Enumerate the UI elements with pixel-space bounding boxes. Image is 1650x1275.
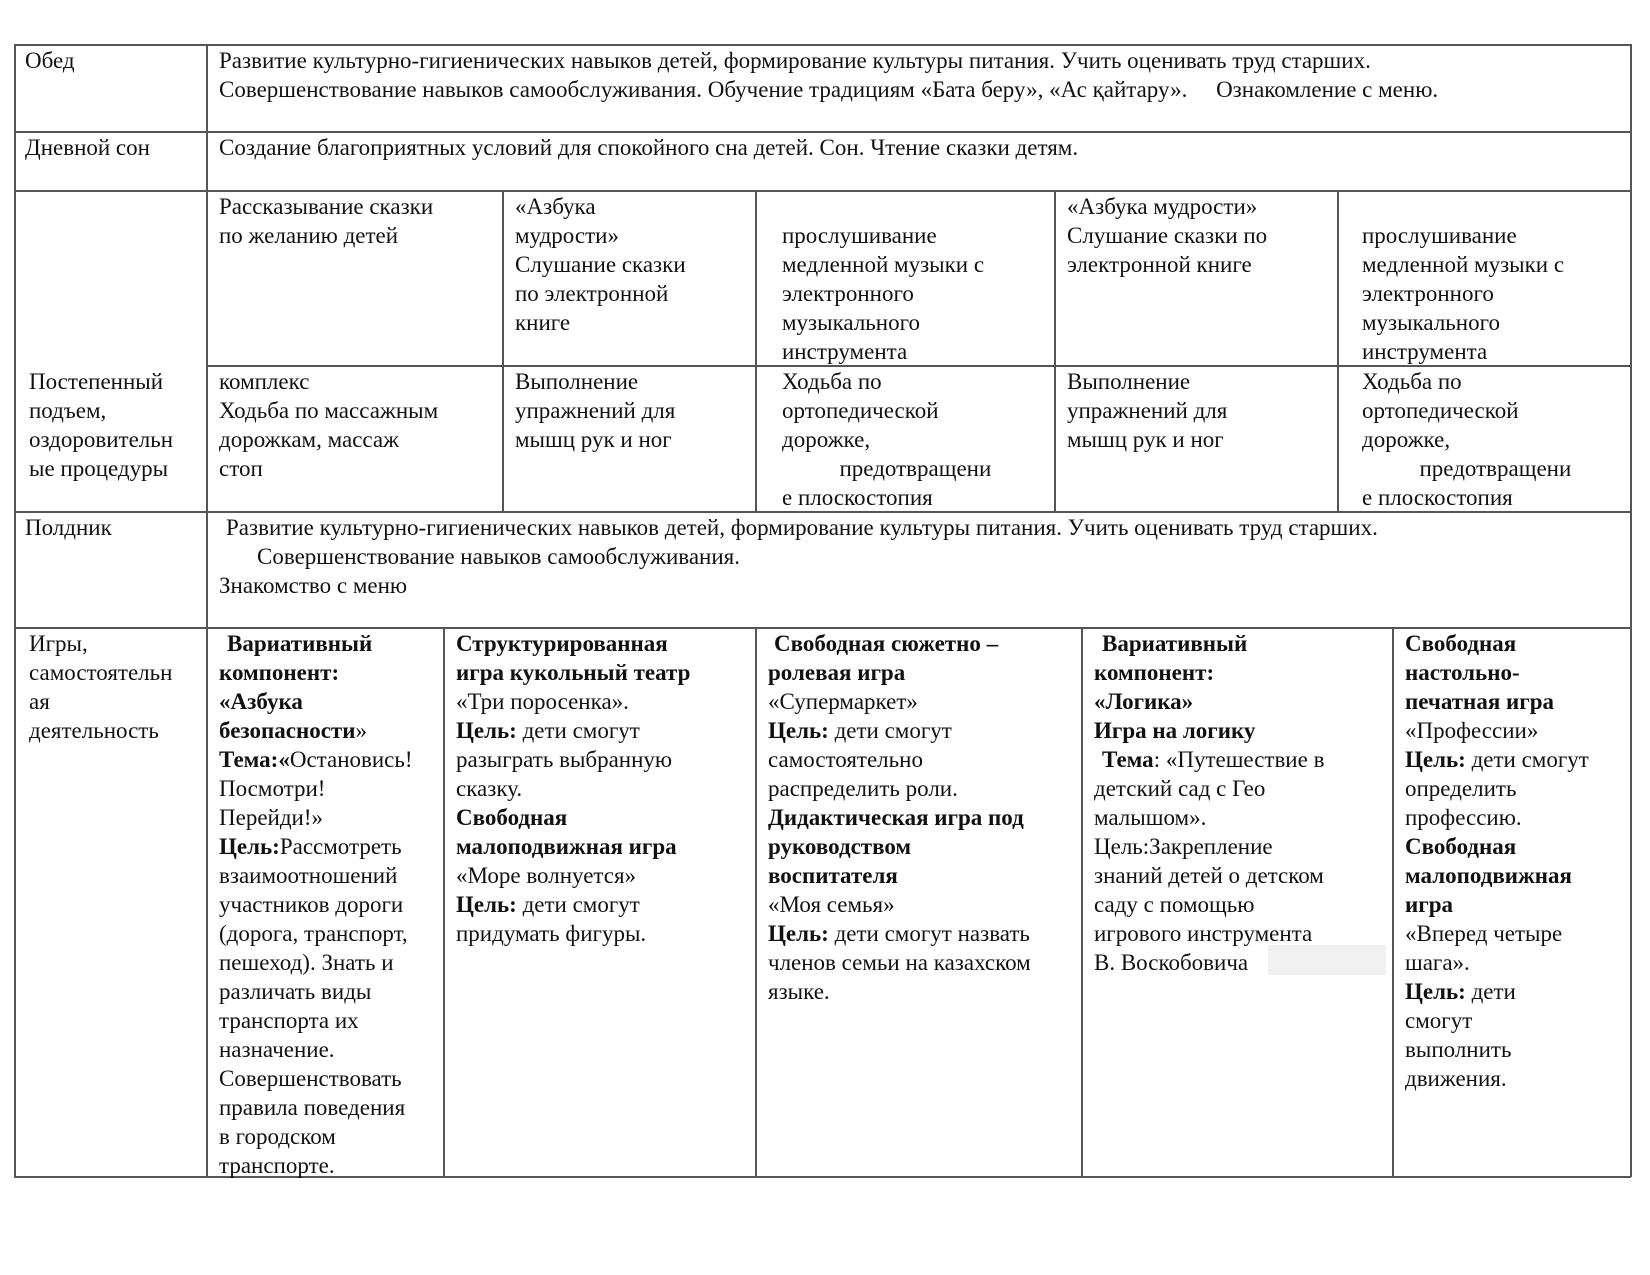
goal-text: дети смогут выполнить движения. — [1405, 979, 1516, 1091]
game-title: «Моя семья» — [768, 892, 895, 917]
games-col-puppet-theatre — [456, 629, 753, 948]
nap-activity-cell: «Азбука мудрости» Слушание сказки по электронной книге — [515, 194, 686, 335]
wakeup-cell: Ходьба по ортопедической дорожке, предотвращени е плоскостопия — [1362, 369, 1572, 510]
goal-label: Цель: — [456, 718, 517, 743]
nap-activity-cell: Рассказывание сказки по желанию детей — [219, 194, 434, 248]
games-col-logic — [1094, 629, 1390, 977]
goal-label: Цель: — [219, 834, 280, 859]
nap-activity-cell: прослушивание медленной музыки с электронного музыкального инструмента — [1362, 223, 1565, 364]
game-title: «Вперед четыре шага». — [1405, 921, 1563, 975]
theme-text: Остановись! Посмотри! Перейди!» — [219, 747, 413, 830]
game-heading: Свободная малоподвижная игра — [456, 805, 677, 859]
game-heading: Вариативный компонент: «Логика» Игра на логику — [1094, 631, 1256, 743]
game-heading: Дидактическая игра под руководством воспитателя — [768, 805, 1024, 888]
goal-label: Цель: — [1405, 747, 1466, 772]
snack-line-3: Знакомство с меню — [219, 573, 408, 598]
row-label-wakeup: Постепенный подъем, оздоровительн ые процедуры — [29, 369, 174, 481]
games-col-board-game — [1405, 629, 1629, 1093]
goal-label: Цель: — [768, 921, 829, 946]
snack-line-1: Развитие культурно-гигиенических навыков детей, формирование культуры питания. Учить оценивать труд старших. — [226, 515, 1378, 540]
row-label-nap: Дневной сон — [25, 135, 150, 160]
game-title: «Море волнуется» — [456, 863, 637, 888]
lunch-description: Развитие культурно-гигиенических навыков детей, формирование культуры питания. Учить оценивать труд старших. Совершенствование навыков самообслуживания. Обучение традициям «Бата беру», «Ас қайтару». Ознакомление с меню. — [219, 48, 1439, 102]
theme-label: Тема:« — [219, 747, 290, 772]
row-label-snack: Полдник — [25, 515, 112, 540]
games-col-safety — [219, 629, 441, 1180]
wakeup-cell: Ходьба по ортопедической дорожке, предотвращени е плоскостопия — [782, 369, 992, 510]
game-title: «Профессии» — [1405, 718, 1539, 743]
goal-text: дети смогут разыграть выбранную сказку. — [456, 718, 673, 801]
games-col-role-play — [768, 629, 1080, 1006]
wakeup-cell: Выполнение упражнений для мышц рук и ног — [515, 369, 676, 452]
game-heading-end: » — [355, 718, 367, 743]
game-heading: Свободная настольно- печатная игра — [1405, 631, 1554, 714]
nap-activity-cell: прослушивание медленной музыки с электронного музыкального инструмента — [782, 223, 985, 364]
goal-text: дети смогут придумать фигуры. — [456, 892, 647, 946]
goal-label: Цель: — [768, 718, 829, 743]
goal-text: дети смогут определить профессию. — [1405, 747, 1589, 830]
game-heading: Вариативный компонент: «Азбука безопасности — [219, 631, 373, 743]
theme-label: Тема — [1102, 747, 1154, 772]
game-heading: Свободная малоподвижная игра — [1405, 834, 1572, 917]
row-label-games: Игры, самостоятельн ая деятельность — [29, 631, 173, 743]
goal-text: дети смогут самостоятельно распределить роли. — [768, 718, 958, 801]
wakeup-cell: комплекс Ходьба по массажным дорожкам, массаж стоп — [219, 369, 439, 481]
theme-text: : «Путешествие в детский сад с Гео малышом». Цель:Закрепление знаний детей о детском саду с помощью игрового инструмента В. Воскобовича — [1094, 747, 1325, 975]
nap-activity-cell: «Азбука мудрости» Слушание сказки по электронной книге — [1067, 194, 1268, 277]
goal-text: дети смогут назвать членов семьи на казахском языке. — [768, 921, 1031, 1004]
snack-line-2: Совершенствование навыков самообслуживания. — [257, 544, 740, 569]
game-heading: Структурированная игра кукольный театр — [456, 631, 691, 685]
game-title: «Супермаркет» — [768, 689, 918, 714]
goal-label: Цель: — [1405, 979, 1466, 1004]
nap-description: Создание благоприятных условий для спокойного сна детей. Сон. Чтение сказки детям. — [219, 135, 1079, 160]
row-label-lunch: Обед — [25, 48, 75, 73]
goal-label: Цель: — [456, 892, 517, 917]
game-title: «Три поросенка». — [456, 689, 629, 714]
wakeup-cell: Выполнение упражнений для мышц рук и ног — [1067, 369, 1228, 452]
game-heading: Свободная сюжетно – ролевая игра — [768, 631, 999, 685]
goal-text: Рассмотреть взаимоотношений участников дороги (дорога, транспорт, пешеход). Знать и различать виды транспорта их назначение. Совершенствовать правила поведения в городском транспорте. — [219, 834, 408, 1178]
